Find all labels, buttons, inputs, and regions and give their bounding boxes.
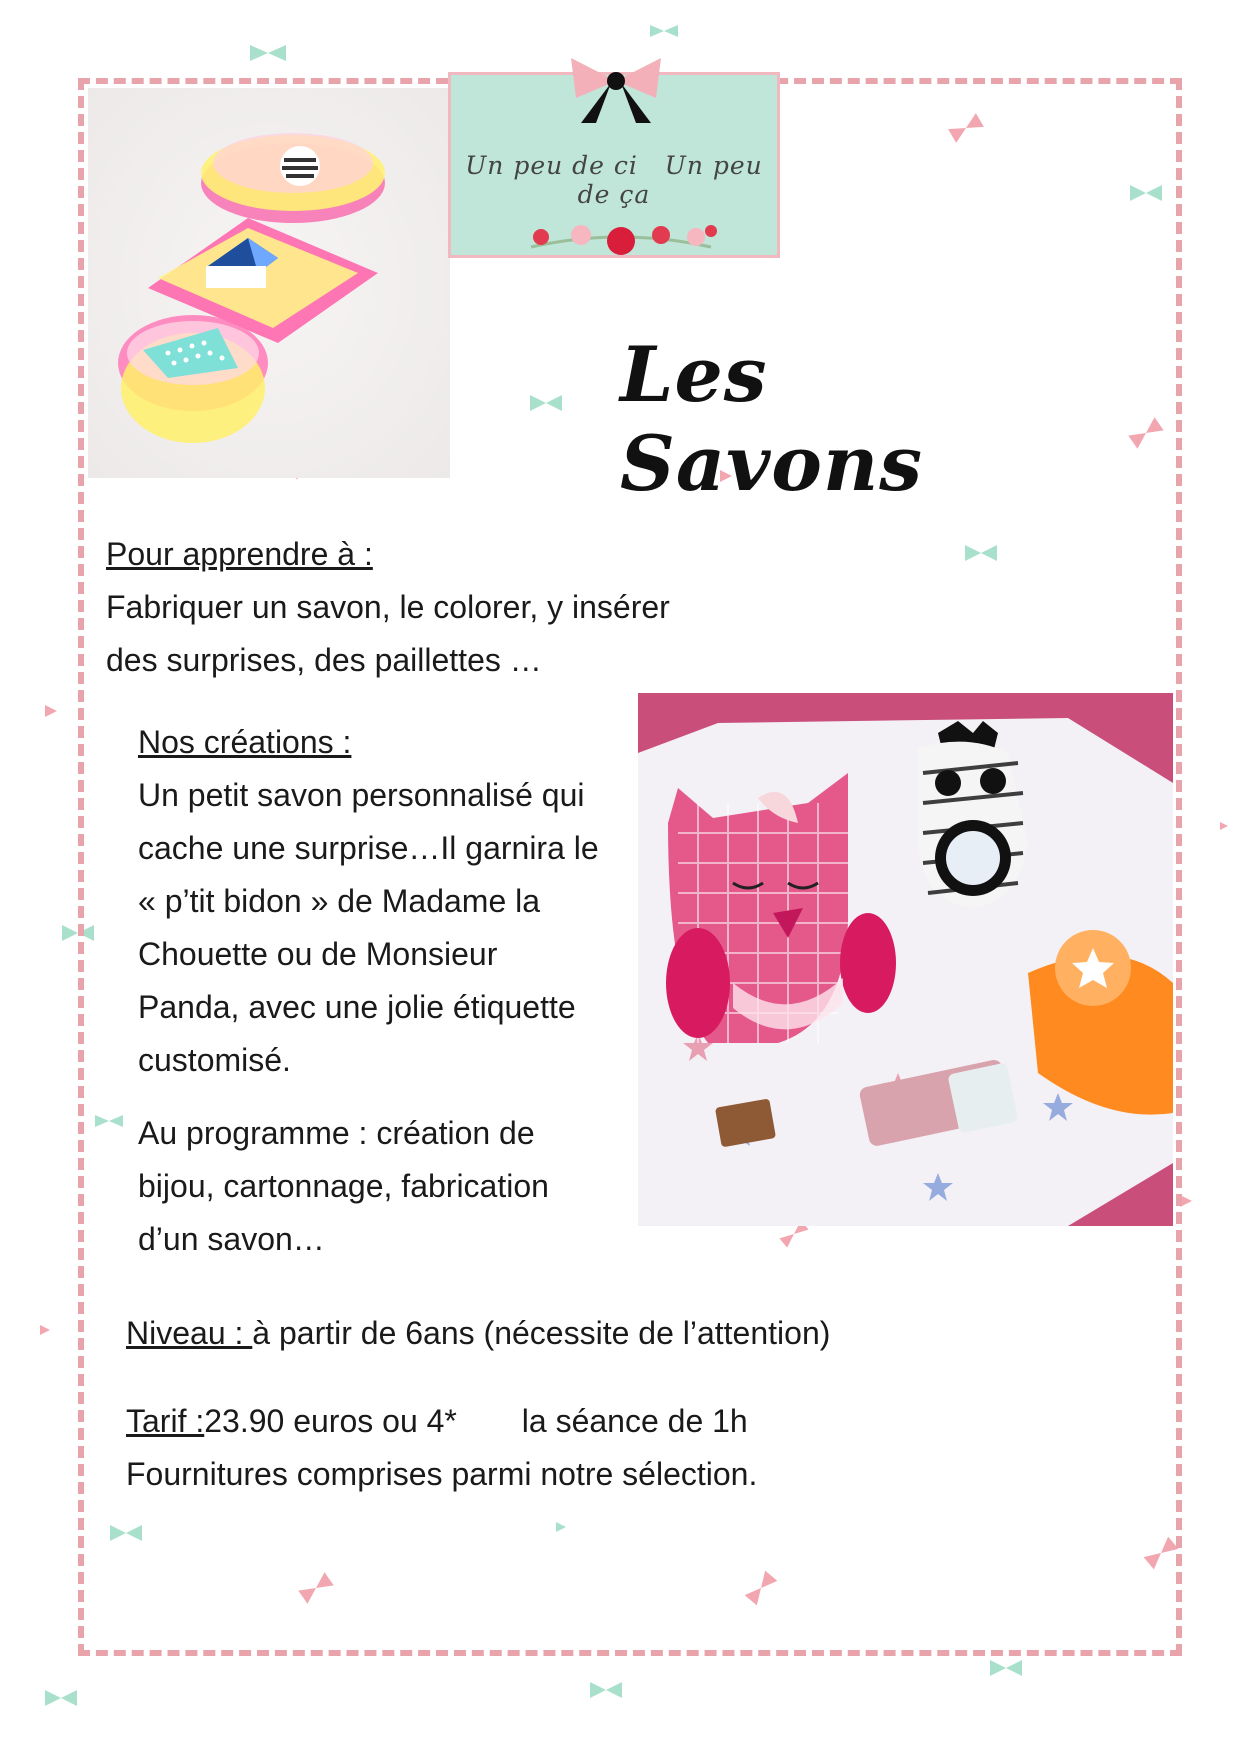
program-line: bijou, cartonnage, fabrication [138,1168,549,1204]
tarif-section [126,1395,757,1501]
intro-section [106,528,670,687]
flowers-icon [521,217,721,257]
brand-logo [448,72,780,258]
tarif-session: la séance de 1h [521,1403,748,1439]
bow-icon [561,53,671,123]
intro-line-1: Fabriquer un savon, le colorer, y insérer [106,589,670,625]
craft-photo [638,693,1173,1226]
creations-line: customisé. [138,1042,291,1078]
page-title: Les Savons [620,330,924,508]
creations-line: « p’tit bidon » de Madame la [138,883,541,919]
soap-illustration [88,88,450,478]
creations-line: Panda, avec une jolie étiquette [138,989,576,1025]
intro-heading: Pour apprendre à : [106,536,373,572]
niveau-value: à partir de 6ans (nécessite de l’attention) [252,1315,831,1351]
niveau-line [126,1307,830,1360]
craft-illustration [638,693,1173,1226]
niveau-label: Niveau : [126,1315,253,1351]
tarif-supplies: Fournitures comprises parmi notre sélection. [126,1456,758,1492]
creations-heading: Nos créations : [138,724,352,760]
creations-line: cache une surprise…Il garnira le [138,830,599,866]
creations-line: Chouette ou de Monsieur [138,936,498,972]
logo-text-left: Un peu de ci [465,151,638,180]
logo-text-right: Un peu de ça [577,151,763,209]
intro-line-2: des surprises, des paillettes … [106,642,542,678]
creations-section [138,716,599,1266]
tarif-label: Tarif : [126,1403,205,1439]
program-line: Au programme : création de [138,1115,535,1151]
soap-photo [88,88,450,478]
creations-line: Un petit savon personnalisé qui [138,777,585,813]
logo-text [451,151,777,209]
program-line: d’un savon… [138,1221,325,1257]
tarif-line [126,1395,757,1448]
tarif-value: 23.90 euros ou 4* [204,1403,457,1439]
